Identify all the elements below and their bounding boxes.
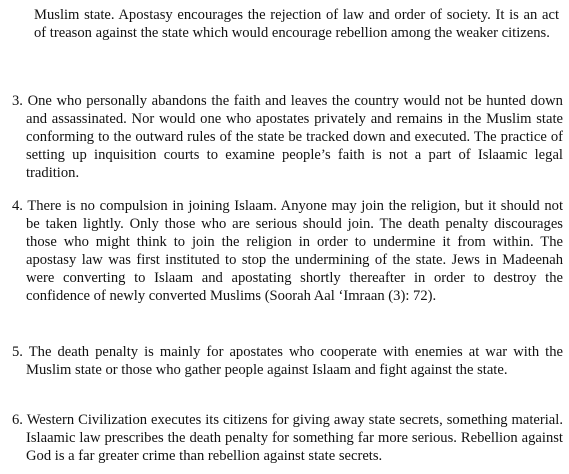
list-item-5 [8,343,563,379]
continued-paragraph [8,6,559,42]
list-item-3 [8,92,563,182]
list-item-text: Western Civilization executes its citizens for giving away state secrets, something material. Islaamic law prescribes the death penalty for something far more serious. Rebellion against God is a far greater crime than rebellion against state secrets. [26,412,563,465]
list-item-4 [8,197,563,306]
list-item-text: One who personally abandons the faith and leaves the country would not be hunted down and assassinated. Nor would one who apostates privately and remains in the Muslim state conforming to the outward rules of the state be tracked down and executed. The practice of setting up inquisition courts to examine people’s faith is not a part of Islaamic legal tradition. [26,93,563,182]
list-item-number: 6. [12,412,23,428]
list-item-number: 4. [12,198,23,214]
list-item-text: There is no compulsion in joining Islaam. Anyone may join the religion, but it should not be taken lightly. Only those who are serious should join. The death penalty discourages those who might think to join the religion in order to undermine it from within. The apostasy law was first instituted to stop the undermining of the state. Jews in Madeenah were converting to Islaam and apostating shortly thereafter in order to destroy the confidence of newly converted Muslims (Soorah Aal ‘Imraan (3): 72). [26,198,563,305]
list-item-number: 5. [12,344,23,360]
list-item-6 [8,411,563,465]
list-item-number: 3. [12,93,23,109]
list-item-text: The death penalty is mainly for apostates who cooperate with enemies at war with the Muslim state or those who gather people against Islaam and fight against the state. [26,344,564,379]
paragraph-text: Muslim state. Apostasy encourages the rejection of law and order of society. It is an act of treason against the state which would encourage rebellion among the weaker citizens. [34,7,559,42]
